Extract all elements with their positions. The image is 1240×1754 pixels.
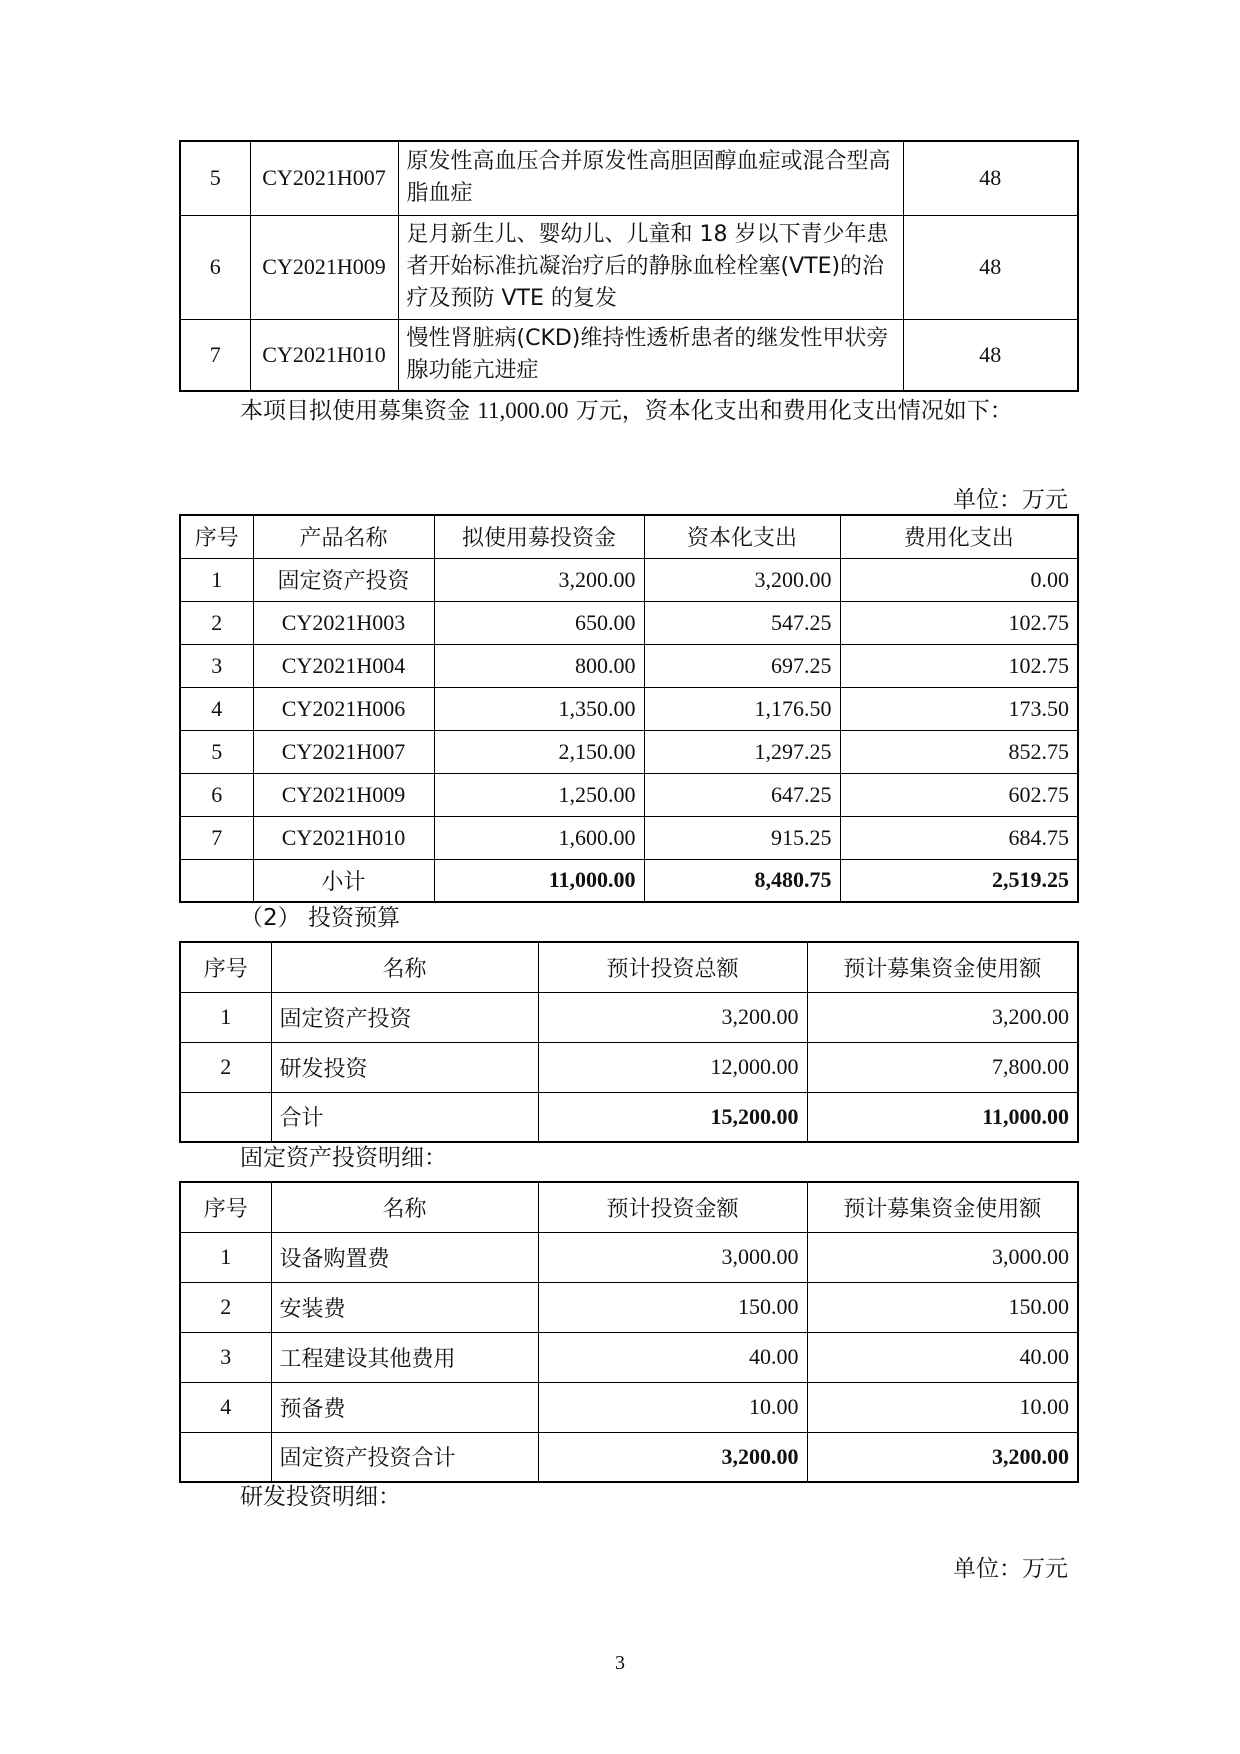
total-investment: 12,000.00 — [538, 1042, 807, 1092]
column-header: 产品名称 — [253, 515, 434, 558]
item-name: 研发投资 — [271, 1042, 538, 1092]
section-title: （2） 投资预算 — [240, 905, 400, 931]
row-number: 2 — [180, 1282, 271, 1332]
column-header: 序号 — [180, 1182, 271, 1232]
table-header-row — [180, 1182, 1078, 1232]
row-number: 1 — [180, 992, 271, 1042]
row-number: 6 — [180, 215, 250, 319]
column-header: 名称 — [271, 942, 538, 992]
capitalized-amount: 1,297.25 — [644, 730, 840, 773]
column-header: 序号 — [180, 942, 271, 992]
total-label: 小计 — [253, 859, 434, 902]
product-code: CY2021H007 — [250, 141, 398, 215]
item-name: 设备购置费 — [271, 1232, 538, 1282]
planned-investment: 3,000.00 — [538, 1232, 807, 1282]
fund-usage-sum: 3,200.00 — [807, 1432, 1078, 1482]
row-number: 2 — [180, 601, 253, 644]
column-header: 费用化支出 — [840, 515, 1078, 558]
column-header: 拟使用募投资金 — [434, 515, 644, 558]
product-name: CY2021H010 — [253, 816, 434, 859]
row-number: 1 — [180, 1232, 271, 1282]
page-number: 3 — [615, 1652, 625, 1674]
row-number: 1 — [180, 558, 253, 601]
fund-usage-sum: 11,000.00 — [807, 1092, 1078, 1142]
total-investment: 3,200.00 — [538, 992, 807, 1042]
row-number: 4 — [180, 687, 253, 730]
total-label: 固定资产投资合计 — [271, 1432, 538, 1482]
fund-usage: 7,800.00 — [807, 1042, 1078, 1092]
row-number — [180, 1432, 271, 1482]
indication-text: 原发性高血压合并原发性高胆固醇血症或混合型高脂血症 — [398, 141, 903, 215]
item-name: 固定资产投资 — [271, 992, 538, 1042]
planned-investment: 10.00 — [538, 1382, 807, 1432]
column-header: 预计募集资金使用额 — [807, 942, 1078, 992]
table-row — [180, 1332, 1078, 1382]
row-number: 7 — [180, 319, 250, 391]
rd-detail-title: 研发投资明细： — [240, 1484, 401, 1510]
table-header-row — [180, 515, 1078, 558]
product-name: CY2021H009 — [253, 773, 434, 816]
capitalized-amount: 647.25 — [644, 773, 840, 816]
fund-amount: 650.00 — [434, 601, 644, 644]
table-total-row — [180, 1092, 1078, 1142]
table-header-row — [180, 942, 1078, 992]
expensed-amount: 102.75 — [840, 644, 1078, 687]
fund-usage: 3,000.00 — [807, 1232, 1078, 1282]
product-name: CY2021H003 — [253, 601, 434, 644]
product-name: CY2021H007 — [253, 730, 434, 773]
row-number — [180, 1092, 271, 1142]
total-investment-sum: 15,200.00 — [538, 1092, 807, 1142]
row-number: 7 — [180, 816, 253, 859]
table-row — [180, 1382, 1078, 1432]
fund-usage: 40.00 — [807, 1332, 1078, 1382]
unit-label: 单位：万元 — [953, 1556, 1068, 1582]
product-name: CY2021H004 — [253, 644, 434, 687]
indication-text: 慢性肾脏病(CKD)维持性透析患者的继发性甲状旁腺功能亢进症 — [398, 319, 903, 391]
fund-amount: 3,200.00 — [434, 558, 644, 601]
item-name: 安装费 — [271, 1282, 538, 1332]
paragraph-amount: 11,000.00 — [477, 398, 569, 423]
table-row — [180, 730, 1078, 773]
column-header: 资本化支出 — [644, 515, 840, 558]
planned-investment-sum: 3,200.00 — [538, 1432, 807, 1482]
table-row — [180, 215, 1078, 319]
row-number: 6 — [180, 773, 253, 816]
column-header: 名称 — [271, 1182, 538, 1232]
paragraph-text-after: 万元，资本化支出和费用化支出情况如下： — [575, 398, 1013, 424]
capitalized-amount: 3,200.00 — [644, 558, 840, 601]
fund-amount: 1,600.00 — [434, 816, 644, 859]
fund-usage: 3,200.00 — [807, 992, 1078, 1042]
fund-amount: 2,150.00 — [434, 730, 644, 773]
fund-usage: 150.00 — [807, 1282, 1078, 1332]
item-name: 预备费 — [271, 1382, 538, 1432]
value-cell: 48 — [903, 141, 1078, 215]
expensed-amount: 173.50 — [840, 687, 1078, 730]
table-row — [180, 816, 1078, 859]
investment-budget-table — [179, 941, 1079, 1143]
total-label: 合计 — [271, 1092, 538, 1142]
fixed-asset-title: 固定资产投资明细： — [240, 1145, 447, 1171]
column-header: 序号 — [180, 515, 253, 558]
column-header: 预计募集资金使用额 — [807, 1182, 1078, 1232]
planned-investment: 40.00 — [538, 1332, 807, 1382]
total-fund-amount: 11,000.00 — [434, 859, 644, 902]
table-row — [180, 687, 1078, 730]
item-name: 工程建设其他费用 — [271, 1332, 538, 1382]
fixed-asset-detail-table — [179, 1181, 1079, 1483]
row-number — [180, 859, 253, 902]
product-name: CY2021H006 — [253, 687, 434, 730]
expensed-amount: 684.75 — [840, 816, 1078, 859]
capitalized-amount: 697.25 — [644, 644, 840, 687]
table-row — [180, 1232, 1078, 1282]
table-row — [180, 773, 1078, 816]
row-number: 5 — [180, 730, 253, 773]
planned-investment: 150.00 — [538, 1282, 807, 1332]
capitalized-amount: 1,176.50 — [644, 687, 840, 730]
capitalized-amount: 547.25 — [644, 601, 840, 644]
value-cell: 48 — [903, 215, 1078, 319]
column-header: 预计投资金额 — [538, 1182, 807, 1232]
fund-amount: 1,250.00 — [434, 773, 644, 816]
capitalized-amount: 915.25 — [644, 816, 840, 859]
row-number: 5 — [180, 141, 250, 215]
row-number: 3 — [180, 644, 253, 687]
paragraph-text-before: 本项目拟使用募集资金 — [240, 398, 470, 424]
indication-text: 足月新生儿、婴幼儿、儿童和 18 岁以下青少年患者开始标准抗凝治疗后的静脉血栓栓塞(VTE)的治疗及预防 VTE 的复发 — [398, 215, 903, 319]
table-row — [180, 319, 1078, 391]
product-code: CY2021H010 — [250, 319, 398, 391]
table-row — [180, 601, 1078, 644]
table-row — [180, 992, 1078, 1042]
table-row — [180, 1282, 1078, 1332]
expensed-amount: 852.75 — [840, 730, 1078, 773]
fund-usage: 10.00 — [807, 1382, 1078, 1432]
column-header: 预计投资总额 — [538, 942, 807, 992]
table-row — [180, 644, 1078, 687]
expensed-amount: 102.75 — [840, 601, 1078, 644]
total-expensed-amount: 2,519.25 — [840, 859, 1078, 902]
unit-label: 单位：万元 — [953, 487, 1068, 513]
product-name: 固定资产投资 — [253, 558, 434, 601]
table-row — [180, 141, 1078, 215]
table-total-row — [180, 859, 1078, 902]
fund-amount: 1,350.00 — [434, 687, 644, 730]
table-total-row — [180, 1432, 1078, 1482]
capitalization-table — [179, 514, 1079, 903]
fund-amount: 800.00 — [434, 644, 644, 687]
table-row — [180, 558, 1078, 601]
value-cell: 48 — [903, 319, 1078, 391]
expensed-amount: 0.00 — [840, 558, 1078, 601]
row-number: 2 — [180, 1042, 271, 1092]
funding-paragraph — [240, 392, 1013, 425]
product-code: CY2021H009 — [250, 215, 398, 319]
total-capitalized-amount: 8,480.75 — [644, 859, 840, 902]
product-indication-table — [179, 140, 1079, 392]
row-number: 4 — [180, 1382, 271, 1432]
expensed-amount: 602.75 — [840, 773, 1078, 816]
table-row — [180, 1042, 1078, 1092]
row-number: 3 — [180, 1332, 271, 1382]
